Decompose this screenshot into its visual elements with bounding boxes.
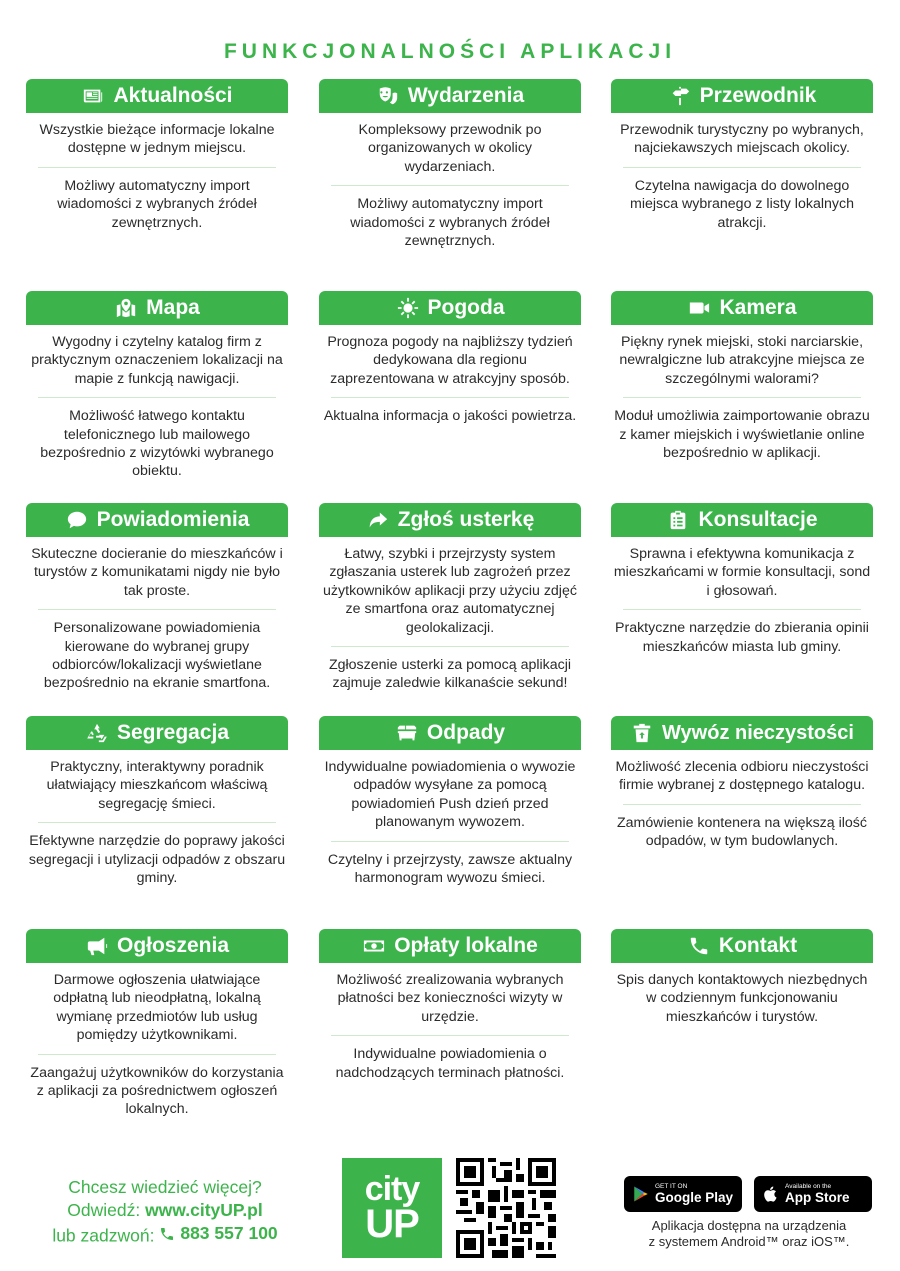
card-header (611, 929, 873, 963)
card-text: Skuteczne docieranie do mieszkańców i turystów z komunikatami nigdy nie było tak proste. (31, 546, 283, 599)
feature-card-kontakt (611, 929, 873, 1035)
card-header (611, 503, 873, 537)
card-text: Możliwość zrealizowania wybranych płatności bez konieczności wizyty w urzędzie. (336, 972, 564, 1025)
card-text: Wygodny i czytelny katalog firm z praktycznym oznaczeniem lokalizacji na mapie z funkcją nawigacji. (31, 334, 283, 387)
map-marker-icon (114, 296, 138, 320)
share-arrow-icon (366, 508, 390, 532)
card-text: Możliwość łatwego kontaktu telefonicznego lub mailowego bezpośrednio z wizytówki wybranego obiektu. (40, 408, 274, 480)
card-header (26, 716, 288, 750)
feature-card-konsultacje (611, 503, 873, 665)
card-title: Odpady (426, 721, 506, 744)
feature-card-aktualnosci (26, 79, 288, 241)
website-line (20, 1199, 310, 1222)
card-text: Praktyczne narzędzie do zbierania opinii mieszkańców miasta lub gminy. (615, 620, 869, 655)
logo-text-top: city (364, 1170, 420, 1208)
card-title: Opłaty lokalne (394, 934, 538, 957)
card-title: Ogłoszenia (116, 934, 230, 957)
signpost-icon (668, 84, 692, 108)
sun-icon (396, 296, 420, 320)
card-text: Możliwy automatyczny import wiadomości z wybranych źródeł zewnętrznych. (57, 177, 257, 231)
money-bill-icon (362, 934, 386, 958)
card-header (319, 503, 581, 537)
logo-text-bottom: UP (365, 1202, 419, 1246)
website-prefix: Odwiedź: (67, 1200, 141, 1220)
card-title: Kontakt (718, 934, 798, 957)
app-store-big-text: App Store (785, 1190, 850, 1205)
card-title: Pogoda (427, 296, 505, 319)
card-text: Czytelny i przejrzysty, zawsze aktualny harmonogram wywozu śmieci. (327, 851, 573, 887)
feature-card-przewodnik (611, 79, 873, 241)
card-header (26, 503, 288, 537)
contact-info (20, 1176, 310, 1248)
phone-number: 883 557 100 (180, 1223, 278, 1243)
card-header (611, 79, 873, 113)
card-text: Indywidualne powiadomienia o wywozie odpadów wysyłane za pomocą powiadomień Push dzień przed planowanym wywozem. (324, 759, 576, 831)
availability-line-1: Aplikacja dostępna na urządzenia (651, 1218, 847, 1233)
card-text: Zgłoszenie usterki za pomocą aplikacji zajmuje zaledwie kilkanaście sekund! (328, 657, 572, 692)
card-text: Możliwość zlecenia odbioru nieczystości firmie wybranej z dostępnego katalogu. (615, 759, 869, 794)
phone-link[interactable] (159, 1222, 277, 1245)
card-header (26, 79, 288, 113)
card-header (26, 291, 288, 325)
card-text: Możliwy automatyczny import wiadomości z wybranych źródeł zewnętrznych. (350, 196, 550, 250)
google-play-icon (632, 1185, 650, 1203)
card-header (611, 716, 873, 750)
page-title: FUNKCJONALNOŚCI APLIKACJI (223, 40, 677, 63)
card-title: Przewodnik (699, 84, 817, 107)
card-header (319, 716, 581, 750)
card-text: Łatwy, szybki i przejrzysty system zgłaszania usterek lub zagrożeń przez użytkowników aplikacji przy użyciu zdjęć ze smartfona oraz automatycznej geolokalizacji. (323, 546, 577, 636)
app-store-small-text: Available on the (785, 1183, 832, 1190)
phone-icon (159, 1226, 175, 1242)
card-text: Zamówienie kontenera na większą ilość odpadów, w tym budowlanych. (617, 814, 867, 850)
card-text: Praktyczny, interaktywny poradnik ułatwiający mieszkańcom właściwą segregację śmieci. (46, 759, 268, 812)
theater-masks-icon (376, 84, 400, 108)
feature-card-zglos-usterke (319, 503, 581, 702)
card-text: Wszystkie bieżące informacje lokalne dostępne w jednym miejscu. (39, 122, 275, 157)
google-play-badge[interactable] (624, 1176, 742, 1212)
feature-card-pogoda (319, 291, 581, 435)
availability-line-2: z systemem Android™ oraz iOS™. (648, 1234, 850, 1249)
card-title: Wydarzenia (407, 84, 525, 107)
card-header (319, 79, 581, 113)
apple-icon (762, 1185, 780, 1203)
google-play-small-text: GET IT ON (655, 1183, 688, 1190)
feature-card-wywoz-nieczystosci (611, 716, 873, 860)
contact-question: Chcesz wiedzieć więcej? (68, 1177, 262, 1197)
recycle-icon (85, 721, 109, 745)
google-play-big-text: Google Play (655, 1190, 734, 1205)
card-text: Sprawna i efektywna komunikacja z mieszkańcami w formie konsultacji, sond i głosowań. (613, 546, 871, 599)
card-title: Segregacja (116, 721, 230, 744)
card-title: Konsultacje (698, 508, 818, 531)
clipboard-icon (666, 508, 690, 532)
card-title: Zgłoś usterkę (397, 508, 535, 531)
card-text: Przewodnik turystyczny po wybranych, najciekawszych miejscach okolicy. (620, 122, 864, 157)
trash-can-icon (630, 721, 654, 745)
card-header (611, 291, 873, 325)
feature-card-segregacja (26, 716, 288, 896)
feature-card-powiadomienia (26, 503, 288, 702)
card-header (319, 929, 581, 963)
card-text: Personalizowane powiadomienia kierowane do wybranej grupy odbiorców/lokalizacji wyświetlane bezpośrednio na ekranie smartfona. (43, 620, 271, 692)
card-text: Darmowe ogłoszenia ułatwiające odpłatną lub nieodpłatną, lokalną wymianę przedmiotów lub usług pomiędzy użytkownikami. (53, 972, 261, 1044)
feature-card-odpady (319, 716, 581, 896)
feature-card-wydarzenia (319, 79, 581, 259)
phone-icon (687, 934, 711, 958)
card-text: Efektywne narzędzie do poprawy jakości segregacji i utylizacji odpadów z obszaru gminy. (28, 833, 286, 887)
feature-card-oplaty-lokalne (319, 929, 581, 1091)
availability-caption (624, 1218, 874, 1250)
card-title: Wywóz nieczystości (662, 721, 854, 744)
video-camera-icon (687, 296, 711, 320)
phone-contact-line (20, 1222, 310, 1248)
speech-bubble-icon (65, 508, 89, 532)
card-text: Spis danych kontaktowych niezbędnych w codziennym funkcjonowaniu mieszkańców i turystów. (616, 972, 868, 1025)
qr-code[interactable] (456, 1158, 556, 1258)
megaphone-icon (85, 934, 109, 958)
cityup-logo (342, 1158, 442, 1258)
card-text: Piękny rynek miejski, stoki narciarskie, newralgiczne lub atrakcyjne miejsca ze szczególnymi walorami? (619, 334, 865, 387)
card-text: Czytelna nawigacja do dowolnego miejsca wybranego z listy lokalnych atrakcji. (630, 177, 854, 231)
card-header (319, 291, 581, 325)
card-title: Aktualności (113, 84, 233, 107)
app-store-badge[interactable] (754, 1176, 872, 1212)
card-title: Kamera (719, 296, 797, 319)
card-text: Indywidualne powiadomienia o nadchodzących terminach płatności. (335, 1046, 565, 1081)
feature-card-mapa (26, 291, 288, 490)
phone-prefix: lub zadzwoń: (52, 1225, 155, 1246)
website-link[interactable]: www.cityUP.pl (145, 1200, 263, 1220)
dumpster-icon (395, 721, 419, 745)
card-text: Prognoza pogody na najbliższy tydzień dedykowana dla regionu zaprezentowana w atrakcyjny sposób. (327, 334, 573, 387)
card-text: Moduł umożliwia zaimportowanie obrazu z kamer miejskich i wyświetlanie online bezpośrednio w aplikacji. (614, 408, 870, 462)
newspaper-icon (81, 84, 105, 108)
card-header (26, 929, 288, 963)
feature-card-ogloszenia (26, 929, 288, 1128)
card-text: Aktualna informacja o jakości powietrza. (323, 408, 577, 425)
card-text: Kompleksowy przewodnik po organizowanych w okolicy wydarzeniach. (358, 122, 542, 175)
card-text: Zaangażuj użytkowników do korzystania z aplikacji za pośrednictwem ogłoszeń lokalnych. (30, 1064, 284, 1118)
card-title: Powiadomienia (96, 508, 250, 531)
card-title: Mapa (146, 296, 200, 319)
feature-card-kamera (611, 291, 873, 471)
